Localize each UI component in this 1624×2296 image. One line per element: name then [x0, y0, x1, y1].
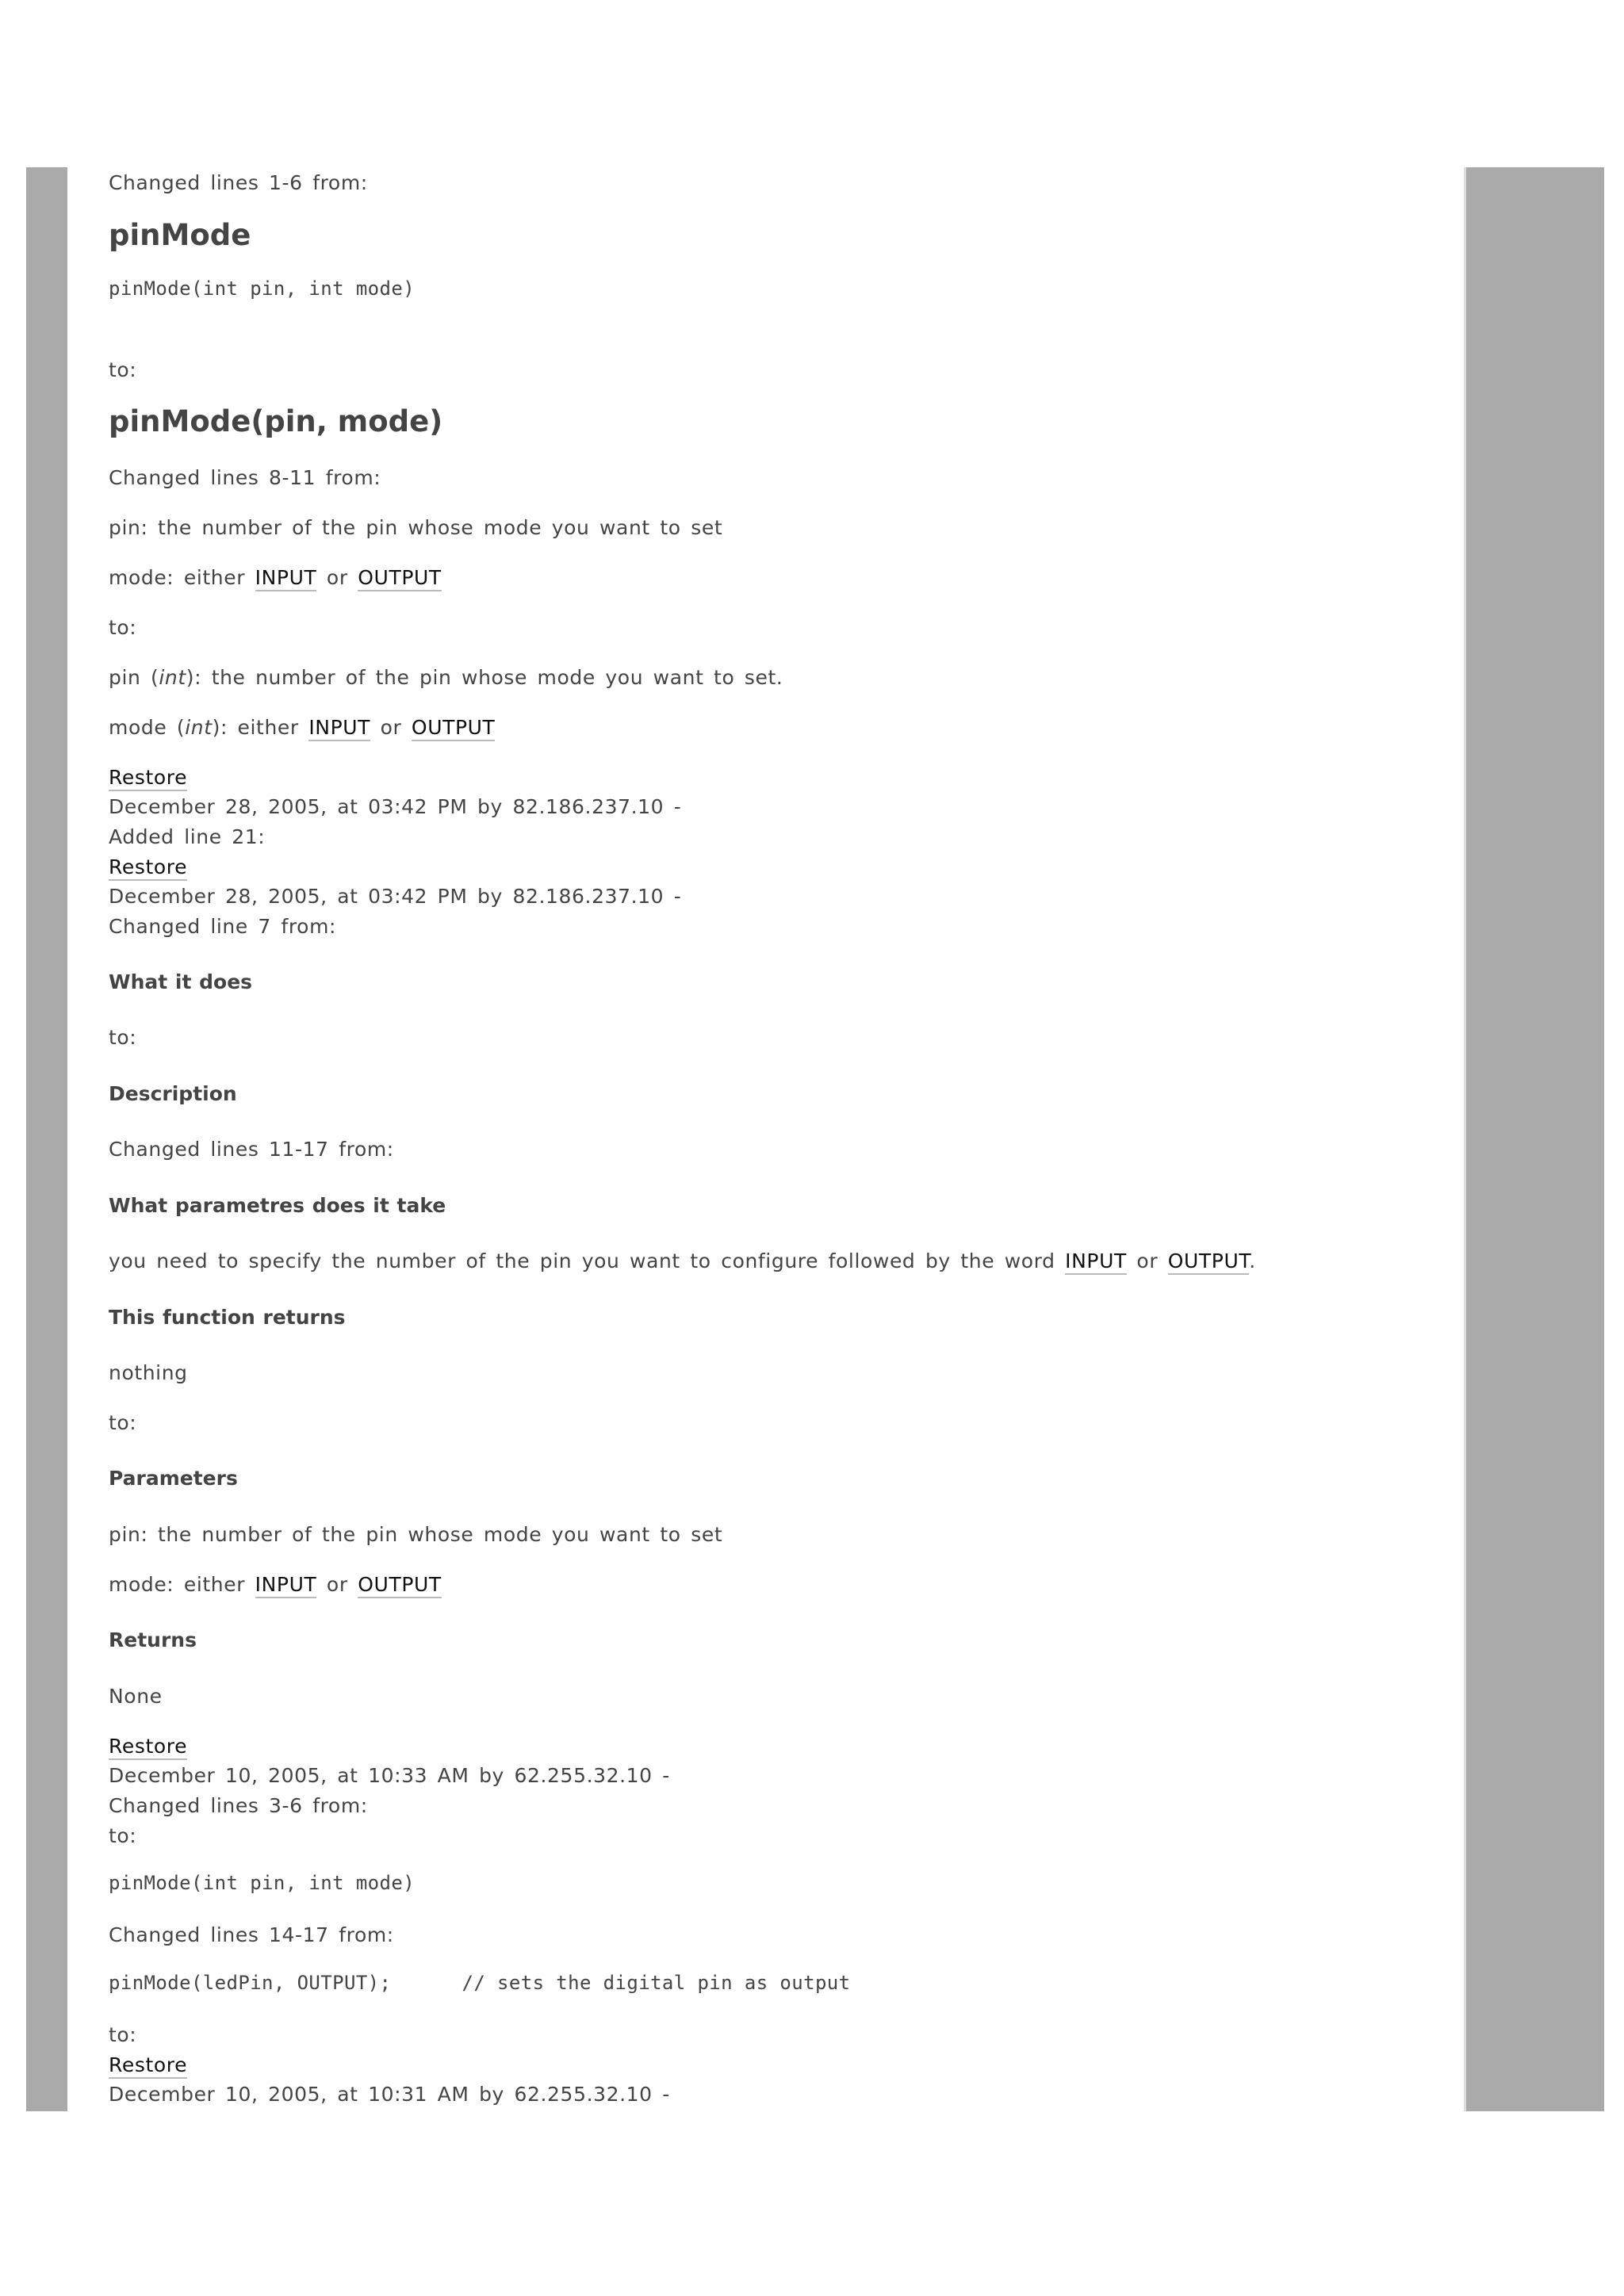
right-margin-bar	[1464, 167, 1604, 2111]
diff-to-label: to:	[109, 616, 137, 639]
new-param-mode: mode: either INPUT or OUTPUT	[109, 1572, 442, 1598]
old-returns-text: nothing	[109, 1361, 188, 1384]
input-link[interactable]: INPUT	[308, 716, 370, 741]
output-link[interactable]: OUTPUT	[358, 566, 442, 591]
input-link[interactable]: INPUT	[1065, 1249, 1127, 1275]
old-code-signature: pinMode(int pin, int mode)	[109, 277, 416, 300]
diff-label: Changed line 7 from:	[109, 915, 337, 938]
diff-label: Changed lines 8-11 from:	[109, 466, 381, 489]
old-title: pinMode	[109, 218, 251, 252]
revision-meta: December 28, 2005, at 03:42 PM by 82.186.237.10 -	[109, 795, 682, 818]
input-link[interactable]: INPUT	[255, 1573, 317, 1598]
restore-link	[109, 1734, 187, 1759]
diff-label: Changed lines 3-6 from:	[109, 1794, 368, 1817]
diff-to-label: to:	[109, 1026, 137, 1049]
new-title: pinMode(pin, mode)	[109, 404, 443, 438]
diff-label: Changed lines 1-6 from:	[109, 171, 368, 194]
revision-meta: December 28, 2005, at 03:42 PM by 82.186.237.10 -	[109, 885, 682, 908]
old-params-heading: What parametres does it take	[109, 1194, 446, 1217]
output-link[interactable]: OUTPUT	[1168, 1249, 1250, 1275]
output-link[interactable]: OUTPUT	[412, 716, 496, 741]
diff-label: Added line 21:	[109, 825, 266, 848]
old-param-mode: mode: either INPUT or OUTPUT	[109, 565, 442, 591]
output-link[interactable]: OUTPUT	[358, 1573, 442, 1598]
old-heading: What it does	[109, 970, 253, 993]
diff-label: Changed lines 14-17 from:	[109, 1923, 394, 1946]
new-param-pin: pin (int): the number of the pin whose mode you want to set.	[109, 666, 783, 689]
old-param-pin: pin: the number of the pin whose mode you want to set	[109, 516, 723, 539]
old-code-example: pinMode(ledPin, OUTPUT); // sets the digital pin as output	[109, 1972, 851, 1994]
left-margin-bar	[26, 167, 67, 2111]
diff-to-label: to:	[109, 358, 137, 381]
revision-meta: December 10, 2005, at 10:31 AM by 62.255.32.10 -	[109, 2083, 670, 2106]
restore-link	[109, 765, 187, 790]
old-returns-heading: This function returns	[109, 1306, 346, 1329]
old-params-text: you need to specify the number of the pin you want to configure followed by the word INPUT or OUTPUT.	[109, 1249, 1256, 1274]
new-returns-heading: Returns	[109, 1628, 197, 1651]
new-params-heading: Parameters	[109, 1467, 238, 1490]
new-code-signature: pinMode(int pin, int mode)	[109, 1872, 416, 1894]
restore-button[interactable]: Restore	[109, 1735, 187, 1760]
new-returns-text: None	[109, 1685, 163, 1708]
restore-link	[109, 2053, 187, 2078]
diff-label: Changed lines 11-17 from:	[109, 1138, 394, 1161]
restore-link	[109, 855, 187, 880]
diff-to-label: to:	[109, 1411, 137, 1434]
new-heading: Description	[109, 1082, 237, 1105]
new-param-pin: pin: the number of the pin whose mode you want to set	[109, 1523, 723, 1546]
restore-button[interactable]: Restore	[109, 855, 187, 881]
input-link[interactable]: INPUT	[255, 566, 317, 591]
restore-button[interactable]: Restore	[109, 2053, 187, 2079]
new-param-mode: mode (int): either INPUT or OUTPUT	[109, 715, 495, 740]
revision-meta: December 10, 2005, at 10:33 AM by 62.255.32.10 -	[109, 1764, 670, 1787]
restore-button[interactable]: Restore	[109, 766, 187, 791]
diff-to-label: to:	[109, 1824, 137, 1847]
diff-to-label: to:	[109, 2023, 137, 2046]
